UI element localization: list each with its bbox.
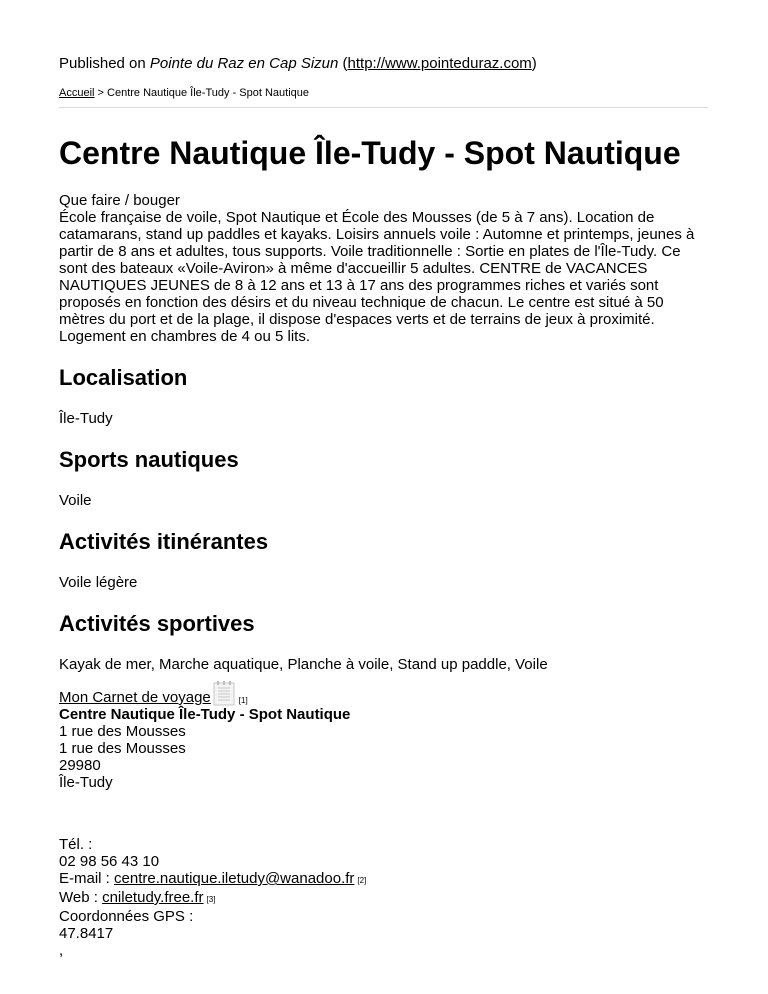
site-url-link[interactable]: http://www.pointeduraz.com: [347, 55, 532, 72]
email-ref: [2]: [357, 876, 367, 885]
web-link[interactable]: cniletudy.free.fr: [102, 889, 204, 906]
sports-text: Voile: [59, 492, 92, 509]
contact-address2: 1 rue des Mousses: [59, 740, 186, 757]
published-line: [59, 55, 708, 73]
contact-spacer: [59, 791, 708, 836]
carnet-link[interactable]: Mon Carnet de voyage: [59, 689, 211, 706]
email-link[interactable]: centre.nautique.iletudy@wanadoo.fr: [114, 870, 355, 887]
site-name: Pointe du Raz en Cap Sizun: [149, 55, 339, 72]
published-prefix: Published on: [59, 55, 150, 72]
gps-lat: 47.8417: [59, 925, 114, 942]
notebook-icon[interactable]: [213, 680, 235, 706]
localisation-heading: Localisation: [59, 365, 188, 390]
breadcrumb-separator: >: [94, 87, 108, 99]
contact-postal-code: 29980: [59, 757, 101, 774]
contact-tel: 02 98 56 43 10: [59, 853, 160, 870]
itinerantes-text: Voile légère: [59, 574, 138, 591]
web-ref: [3]: [206, 895, 216, 904]
gps-label: Coordonnées GPS :: [59, 908, 194, 925]
email-label: E-mail :: [59, 870, 115, 887]
category: Que faire / bouger: [59, 192, 180, 209]
contact-tel-label: Tél. :: [59, 836, 93, 853]
contact-name: Centre Nautique Île-Tudy - Spot Nautique: [59, 706, 351, 723]
carnet-row: [59, 680, 708, 706]
contact-address1: 1 rue des Mousses: [59, 723, 186, 740]
localisation-text: Île-Tudy: [59, 410, 113, 427]
open-paren: (: [338, 55, 348, 72]
carnet-ref: [1]: [238, 696, 248, 705]
description: École française de voile, Spot Nautique et École des Mousses (de 5 à 7 ans). Location de catamarans, stand up paddles et kayaks. Loisirs annuels voile : Automne et printemps, jeunes à partir de 8 ans et adultes, tous supports. Voile traditionnelle : Sortie en plates de l'Île-Tudy. Ce sont des bateaux «Voile-Aviron» à même d'accueillir 5 adultes. CENTRE de VACANCES NAUTIQUES JEUNES de 8 à 12 ans et 13 à 17 ans des programmes riches et variés sont proposés en fonction des désirs et du niveau technique de chacun. Le centre est situé à 50 mètres du port et de la plage, il dispose d'espaces verts et de terrains de jeux à proximité. Logement en chambres de 4 ou 5 lits.: [59, 209, 695, 345]
contact-block: [59, 706, 708, 959]
gps-separator: ,: [59, 942, 64, 959]
sportives-heading: Activités sportives: [59, 611, 255, 636]
contact-email-row: [59, 870, 708, 889]
description-block: [59, 192, 708, 345]
contact-web-row: [59, 889, 708, 908]
close-paren: ): [531, 55, 537, 72]
sports-heading: Sports nautiques: [59, 447, 239, 472]
contact-city: Île-Tudy: [59, 774, 113, 791]
breadcrumb-home-link[interactable]: Accueil: [59, 87, 95, 99]
sportives-text: Kayak de mer, Marche aquatique, Planche à voile, Stand up paddle, Voile: [59, 656, 548, 673]
breadcrumb: [59, 86, 708, 108]
breadcrumb-current: Centre Nautique Île-Tudy - Spot Nautique: [107, 87, 309, 99]
page-title: Centre Nautique Île-Tudy - Spot Nautique: [59, 135, 681, 171]
itinerantes-heading: Activités itinérantes: [59, 529, 269, 554]
web-label: Web :: [59, 889, 103, 906]
